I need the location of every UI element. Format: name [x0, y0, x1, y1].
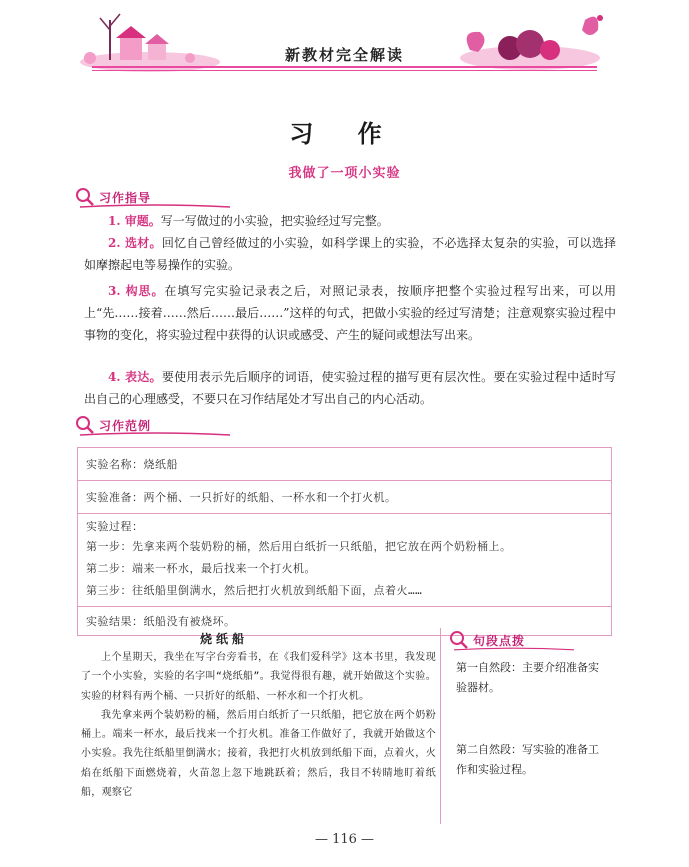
essay-title: 烧纸船 [200, 632, 249, 646]
guide-item-head: 1. 审题。 [108, 214, 161, 228]
guide-item-head: 2. 选材。 [108, 236, 162, 250]
guide-item-1 [84, 210, 616, 232]
guide-item-text: 在填写完实验记录表之后，对照记录表，按顺序把整个实验过程写出来，可以用上“先……接着……然后……最后……”这样的句式，把做小实验的经过写清楚；注意观察实验过程中事物的变化，将实验过程中获得的认识或感受、产生的疑问或想法写出来。 [84, 284, 616, 342]
table-row-name: 实验名称：烧纸船 [78, 448, 611, 481]
process-step: 第一步：先拿来两个装奶粉的桶，然后用白纸折一只纸船，把它放在两个奶粉桶上。 [86, 540, 512, 553]
page-title: 习 作 [289, 119, 400, 148]
column-divider [440, 628, 441, 824]
guide-item-text: 回忆自己曾经做过的小实验，如科学课上的实验，不必选择太复杂的实验，可以选择如摩擦起电等易操作的实验。 [84, 236, 616, 272]
notes-heading [448, 629, 525, 651]
essay-paragraph: 上个星期天，我坐在写字台旁看书，在《我们爱科学》这本书里，我发现了一个小实验，实验的名字叫“烧纸船”。我觉得很有趣，就开始做这个实验。实验的材料有两个桶、一只折好的纸船、一杯水和一个打火机。 [81, 652, 436, 702]
guide-heading [74, 186, 151, 208]
guide-item-3 [84, 280, 616, 346]
example-heading [74, 414, 151, 436]
guide-item-text: 写一写做过的小实验，把实验经过写完整。 [160, 214, 389, 228]
table-row-result: 实验结果：纸船没有被烧坏。 [86, 615, 236, 628]
guide-item-head: 3. 构思。 [108, 284, 165, 298]
page-number: — 116 — [314, 832, 375, 847]
heading-underline [80, 431, 230, 437]
page-subtitle: 我做了一项小实验 [288, 166, 401, 181]
guide-item-2 [84, 232, 616, 276]
example-heading-label: 习作范例 [99, 418, 152, 433]
heading-underline [80, 203, 230, 209]
heading-underline [454, 646, 574, 652]
header-decoration-right [450, 0, 620, 80]
header-rule-thin [92, 70, 597, 71]
table-row-process [78, 514, 611, 607]
page-header [0, 0, 689, 92]
process-step: 第二步：端来一杯水，最后找来一个打火机。 [86, 562, 316, 575]
book-title: 新教材完全解读 [284, 46, 404, 64]
experiment-record-table [77, 447, 612, 636]
guide-item-4 [84, 366, 616, 410]
header-decoration-left [60, 0, 260, 80]
essay-paragraph: 我先拿来两个装奶粉的桶，然后用白纸折了一只纸船，把它放在两个奶粉桶上。端来一杯水，最后找来一个打火机。准备工作做好了，我就开始做这个小实验。我先往纸船里倒满水；接着，我把打火机放到纸船下面，点着火，火焰在纸船下面燃烧着，火苗忽上忽下地跳跃着；然后，我目不转睛地盯着纸船，观察它 [81, 709, 436, 799]
guide-heading-label: 习作指导 [99, 190, 152, 205]
process-label: 实验过程： [86, 520, 144, 533]
guide-item-text: 要使用表示先后顺序的词语，使实验过程的描写更有层次性。要在实验过程中适时写出自己的心理感受，不要只在习作结尾处才写出自己的内心活动。 [84, 370, 616, 406]
essay-body [81, 648, 436, 802]
process-step: 第三步：往纸船里倒满水，然后把打火机放到纸船下面，点着火…… [86, 584, 423, 597]
guide-item-head: 4. 表达。 [108, 370, 162, 384]
notes-heading-label: 句段点拨 [473, 633, 526, 648]
note-item: 第二自然段：写实验的准备工作和实验过程。 [456, 743, 599, 776]
note-item: 第一自然段：主要介绍准备实验器材。 [456, 661, 599, 694]
header-rule [92, 66, 597, 68]
table-row-prep: 实验准备：两个桶、一只折好的纸船、一杯水和一个打火机。 [78, 481, 611, 514]
